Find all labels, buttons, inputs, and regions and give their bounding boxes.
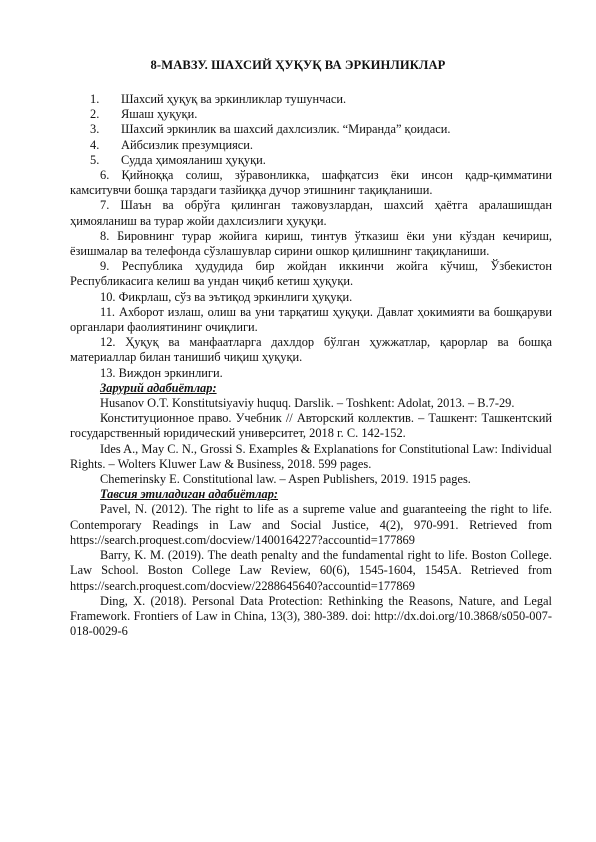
- list-item: 12. Ҳуқуқ ва манфаатларга дахлдор бўлган ҳужжатлар, қарорлар ва бошқа материаллар билан танишиб чиқиш ҳуқуқи.: [70, 335, 552, 365]
- list-item: 7. Шаън ва обрўга қилинган тажовузлардан, шахсий ҳаётга аралашишдан ҳимояланиш ва турар жойи дахлсизлиги ҳуқуқи.: [70, 198, 552, 228]
- recommended-literature-heading: Тавсия этиладиган адабиётлар:: [100, 487, 279, 502]
- required-literature-heading: Зарурий адабиётлар:: [100, 380, 217, 395]
- item-text: Шахсий эркинлик ва шахсий дахлсизлик. “Миранда” қоидаси.: [121, 122, 451, 137]
- reference-entry: Barry, K. M. (2019). The death penalty and the fundamental right to life. Boston College. Law School. Boston College Law Review, 60(6), 1545-1604, 1545A. Retrieved from https://search.proquest.com/docview/2288645640?accountid=177869: [70, 548, 552, 593]
- reference-entry: Конституционное право. Учебник // Авторский коллектив. – Ташкент: Ташкентский государственный юридический университет, 2018 г. С. 142-152.: [70, 411, 552, 441]
- item-text: Шахсий ҳуқуқ ва эркинликлар тушунчаси.: [121, 92, 347, 106]
- list-item: [90, 153, 552, 168]
- item-text: Яшаш ҳуқуқи.: [121, 107, 198, 122]
- list-item: [90, 122, 552, 137]
- list-item: 11. Ахборот излаш, олиш ва уни тарқатиш ҳуқуқи. Давлат ҳокимияти ва бошқаруви органлари фаолиятининг очиқлиги.: [70, 304, 552, 335]
- page-title: 8-МАВЗУ. ШАХСИЙ ҲУҚУҚ ВА ЭРКИНЛИКЛАР: [150, 58, 446, 72]
- reference-entry: Pavel, N. (2012). The right to life as a supreme value and guaranteeing the right to life. Contemporary Readings in Law and Social Justice, 4(2), 970-991. Retrieved from https://search.proquest.com/docview/1400164227?accountid=177869: [70, 502, 552, 547]
- list-item: 9. Республика ҳудудида бир жойдан иккинчи жойга кўчиш, Ўзбекистон Республикасига келиш ва ундан чиқиб кетиш ҳуқуқи.: [70, 259, 552, 289]
- item-number: 5.: [90, 152, 100, 167]
- list-item: 8. Бировнинг турар жойига кириш, тинтув ўтказиш ёки уни кўздан кечириш, ёзишмалар ва телефонда сўзлашувлар сирини ошкор қилишнинг тақиқланиши.: [70, 228, 552, 259]
- list-item: 6. Қийноққа солиш, зўравонликка, шафқатсиз ёки инсон қадр-қимматини камситувчи бошқа тарздаги тазйиққа дучор этишнинг тақиқланиши.: [70, 168, 552, 198]
- list-item: [90, 92, 552, 107]
- list-item: 10. Фикрлаш, сўз ва эътиқод эркинлиги ҳуқуқи.: [100, 289, 353, 304]
- item-number: 1.: [90, 92, 100, 106]
- item-text: Айбсизлик презумцияси.: [121, 137, 254, 152]
- reference-entry: Ides A., May C. N., Grossi S. Examples & Explanations for Constitutional Law: Individual Rights. – Wolters Kluwer Law & Business, 2018. 599 pages.: [70, 441, 552, 471]
- item-number: 4.: [90, 137, 100, 152]
- list-item: [90, 107, 552, 122]
- reference-entry: Ding, X. (2018). Personal Data Protection: Rethinking the Reasons, Nature, and Legal Framework. Frontiers of Law in China, 13(3), 380-389. doi: http://dx.doi.org/10.3868/s050-007-018-0029-6: [70, 593, 552, 639]
- item-text: Судда ҳимояланиш ҳуқуқи.: [121, 152, 266, 167]
- document-body: [70, 92, 552, 639]
- reference-entry: Husanov O.T. Konstitutsiyaviy huquq. Darslik. – Toshkent: Adolat, 2013. – B.7-29.: [100, 396, 515, 411]
- item-number: 2.: [90, 107, 100, 122]
- list-item: [90, 138, 552, 153]
- reference-entry: Chemerinsky E. Constitutional law. – Aspen Publishers, 2019. 1915 pages.: [100, 472, 471, 487]
- list-item: 13. Виждон эркинлиги.: [100, 365, 223, 380]
- item-number: 3.: [90, 122, 100, 137]
